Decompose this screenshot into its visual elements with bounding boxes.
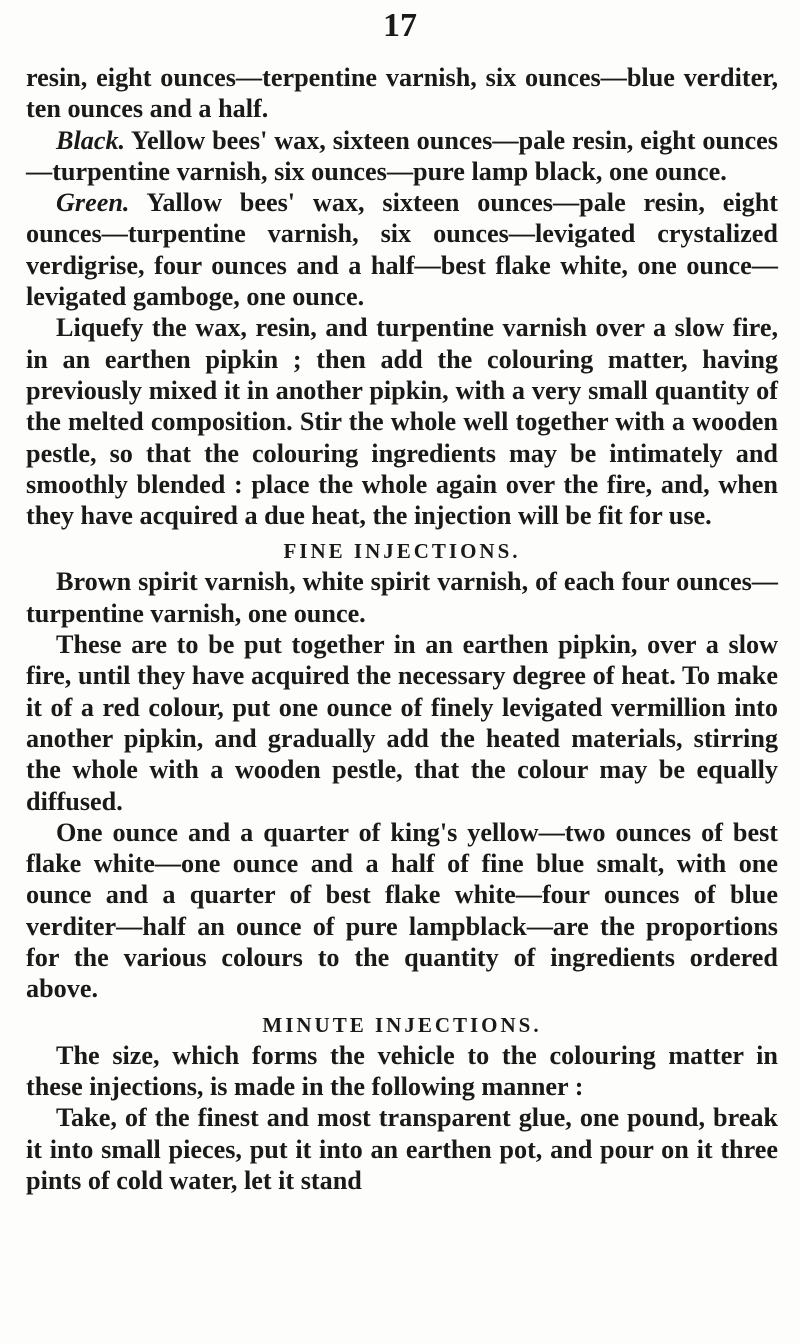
page-number: 17 bbox=[383, 7, 417, 44]
body-text bbox=[26, 62, 778, 1196]
black-text: Yellow bees' wax, sixteen ounces—pale resin, eight ounces—turpentine varnish, six ounces—pure lamp black, one ounce. bbox=[26, 125, 778, 186]
heading-minute-injections: MINUTE INJECTIONS. bbox=[262, 1012, 542, 1037]
paragraph-brown-spirit: Brown spirit varnish, white spirit varnish, of each four ounces—turpentine varnish, one ounce. bbox=[26, 567, 778, 628]
black-label: Black. bbox=[56, 125, 126, 155]
paragraph-green bbox=[26, 187, 778, 312]
paragraph-glue: Take, of the finest and most transparent glue, one pound, break it into small pieces, put it into an earthen pot, and pour on it three pints of cold water, let it stand bbox=[26, 1103, 778, 1195]
green-text: Yallow bees' wax, sixteen ounces—pale resin, eight ounces—turpentine varnish, six ounces—levigated crystalized verdigrise, four ounces and a half—best flake white, one ounce—levigated gamboge, one ounce. bbox=[26, 188, 778, 312]
paragraph-black bbox=[26, 125, 778, 188]
paragraph-size: The size, which forms the vehicle to the colouring matter in these injections, is made in the following manner : bbox=[26, 1040, 778, 1101]
paragraph-proportions: One ounce and a quarter of king's yellow—two ounces of best flake white—one ounce and a half of fine blue smalt, with one ounce and a quarter of best flake white—four ounces of blue verditer—half an ounce of pure lampblack—are the proportions for the various colours to the quantity of ingredients ordered above. bbox=[26, 817, 778, 1004]
paragraph-earthen-pipkin: These are to be put together in an earthen pipkin, over a slow fire, until they have acquired the necessary degree of heat. To make it of a red colour, put one ounce of finely levigated vermillion into another pipkin, and gradually add the heated materials, stirring the whole with a wooden pestle, that the colour may be equally diffused. bbox=[26, 630, 778, 816]
green-label: Green. bbox=[56, 188, 130, 218]
paragraph-blue-continuation: resin, eight ounces—terpentine varnish, six ounces—blue verditer, ten ounces and a half. bbox=[26, 63, 778, 124]
paragraph-liquefy: Liquefy the wax, resin, and turpentine varnish over a slow fire, in an earthen pipkin ; then add the colouring matter, having previously mixed it in another pipkin, with a very small quantity of the melted composition. Stir the whole well together with a wooden pestle, so that the colouring ingredients may be intimately and smoothly blended : place the whole again over the fire, and, when they have acquired a due heat, the injection will be fit for use. bbox=[26, 313, 778, 531]
heading-fine-injections: FINE INJECTIONS. bbox=[283, 539, 521, 564]
